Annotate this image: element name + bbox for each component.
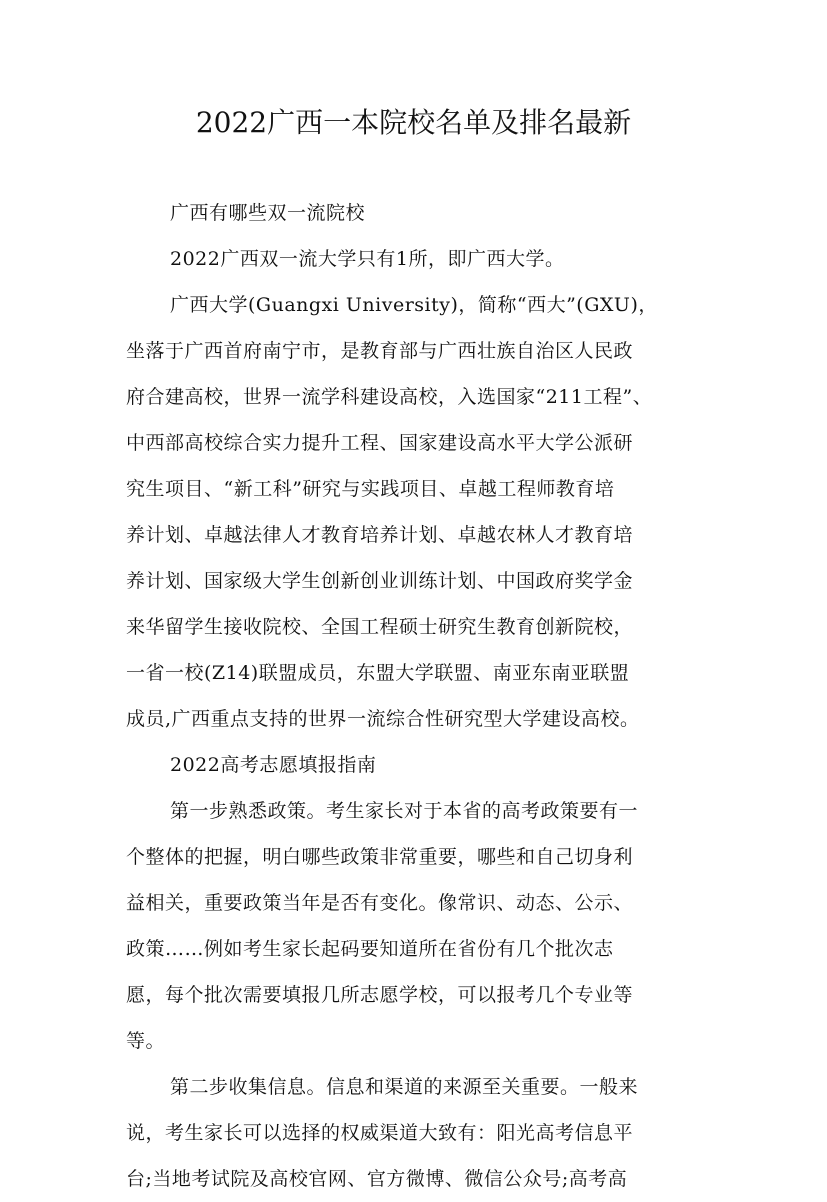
text-line: 府合建高校，世界一流学科建设高校，入选国家“211工程”、 (126, 386, 653, 408)
text-line: 养计划、国家级大学生创新创业训练计划、中国政府奖学金 (126, 570, 634, 592)
document-title: 2022广西一本院校名单及排名最新 (195, 106, 632, 139)
text-line: 益相关，重要政策当年是否有变化。像常识、动态、公示、 (126, 892, 634, 914)
text-line: 广西有哪些双一流院校 (170, 202, 366, 224)
text-line: 政策……例如考生家长起码要知道所在省份有几个批次志 (126, 938, 614, 960)
text-line: 坐落于广西首府南宁市，是教育部与广西壮族自治区人民政 (126, 340, 634, 362)
text-line: 台;当地考试院及高校官网、官方微博、微信公众号;高考高 (126, 1168, 628, 1190)
text-line: 第二步收集信息。信息和渠道的来源至关重要。一般来 (170, 1076, 639, 1098)
document-body (126, 190, 706, 1202)
text-line: 中西部高校综合实力提升工程、国家建设高水平大学公派研 (126, 432, 634, 454)
text-line: 2022高考志愿填报指南 (170, 754, 377, 776)
text-line: 等。 (126, 1030, 166, 1052)
text-line: 2022广西双一流大学只有1所，即广西大学。 (170, 248, 565, 270)
text-line: 愿，每个批次需要填报几所志愿学校，可以报考几个专业等 (126, 984, 634, 1006)
text-line: 养计划、卓越法律人才教育培养计划、卓越农林人才教育培 (126, 524, 634, 546)
text-line: 广西大学(Guangxi University)，简称“西大”(GXU)， (170, 294, 658, 316)
text-line: 来华留学生接收院校、全国工程硕士研究生教育创新院校， (126, 616, 634, 638)
text-line: 究生项目、“新工科”研究与实践项目、卓越工程师教育培 (126, 478, 615, 500)
text-line: 成员,广西重点支持的世界一流综合性研究型大学建设高校。 (126, 708, 640, 730)
text-line: 一省一校(Z14)联盟成员，东盟大学联盟、南亚东南亚联盟 (126, 662, 630, 684)
text-line: 说，考生家长可以选择的权威渠道大致有：阳光高考信息平 (126, 1122, 634, 1144)
text-line: 个整体的把握，明白哪些政策非常重要，哪些和自己切身利 (126, 846, 634, 868)
text-line: 第一步熟悉政策。考生家长对于本省的高考政策要有一 (170, 800, 639, 822)
